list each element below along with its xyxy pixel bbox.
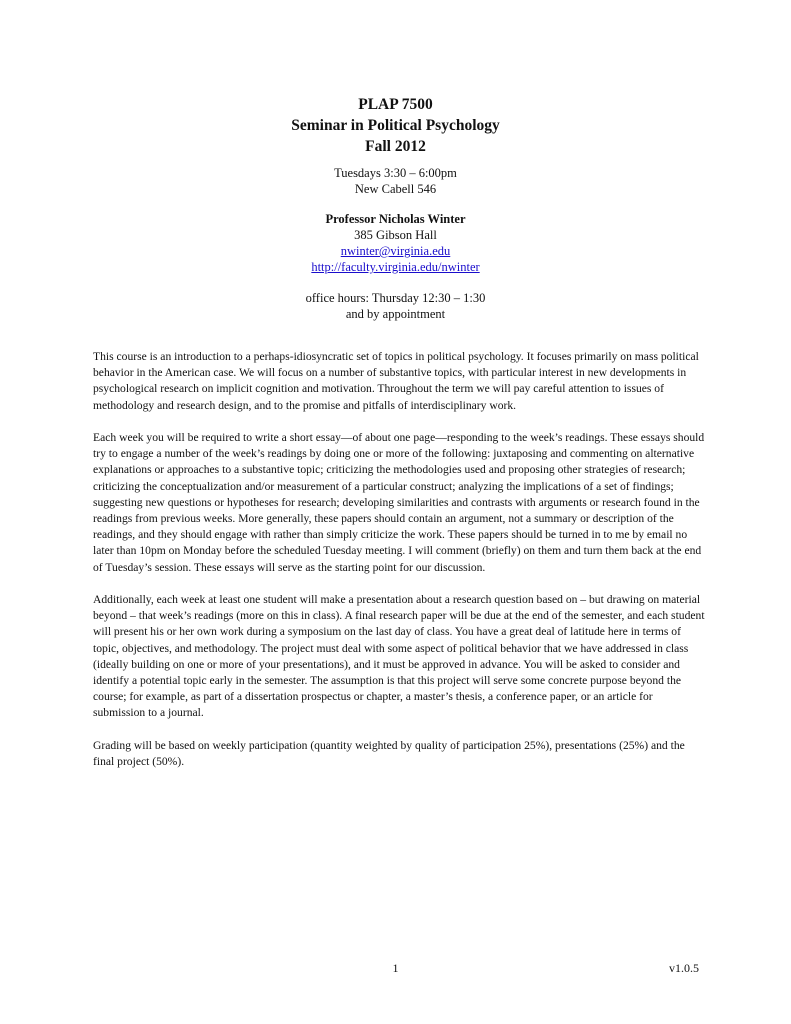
office-hours-line-1: office hours: Thursday 12:30 – 1:30 xyxy=(305,291,486,305)
course-code: PLAP 7500 xyxy=(358,96,433,113)
professor-office: 385 Gibson Hall xyxy=(354,228,437,242)
office-hours-block xyxy=(0,290,791,322)
class-time: Tuesdays 3:30 – 6:00pm xyxy=(334,166,457,180)
page-number: 1 xyxy=(392,961,399,975)
paragraph-grading: Grading will be based on weekly participation (quantity weighted by quality of participation 25%), presentations (25%) and the final project (50%). xyxy=(93,738,685,769)
document-header xyxy=(0,94,791,157)
office-hours-line-2: and by appointment xyxy=(345,307,446,321)
syllabus-body xyxy=(93,349,705,786)
class-location: New Cabell 546 xyxy=(354,182,437,196)
document-version: v1.0.5 xyxy=(669,961,699,975)
course-term: Fall 2012 xyxy=(365,138,426,155)
professor-email-link[interactable]: nwinter@virginia.edu xyxy=(340,244,451,258)
schedule-block xyxy=(0,165,791,197)
professor-name: Professor Nicholas Winter xyxy=(325,212,466,226)
paragraph-weekly-essays: Each week you will be required to write a short essay—of about one page—responding to the week’s readings. These essays should try to engage a number of the week’s readings by doing one or more of the following: juxtaposing and commenting on alternative explanations or approaches to a substantive topic; criticizing the methodologies used and proposing other strategies of research; criticizing the conceptualization and/or measurement of a particular construct; analyzing the implications of a set of findings; suggesting new questions or hypotheses for research; developing similarities and contrasts with arguments or research found in the readings from previous weeks. More generally, these papers should contain an argument, not a summary or description of the readings, and they should engage with rather than simply criticize the work. These papers should be turned in to me by email no later than 10pm on Monday before the scheduled Tuesday meeting. I will comment (briefly) on them and turn them back at the end of Tuesday’s session. These essays will serve as the starting point for our discussion. xyxy=(93,431,705,574)
professor-website-link[interactable]: http://faculty.virginia.edu/nwinter xyxy=(311,260,480,274)
course-title: Seminar in Political Psychology xyxy=(291,117,500,134)
paragraph-introduction: This course is an introduction to a perhaps-idiosyncratic set of topics in political psychology. It focuses primarily on mass political behavior in the American case. We will focus on a number of substantive topics, with particular interest in new developments in psychological research on implicit cognition and motivation. Throughout the term we will pay careful attention to issues of methodology and research design, and to the promise and pitfalls of interdisciplinary work. xyxy=(93,350,699,412)
paragraph-presentations-project: Additionally, each week at least one student will make a presentation about a research question based on – but drawing on material beyond – that week’s readings (more on this in class). A final research paper will be due at the end of the semester, and each student will present his or her own work during a symposium on the last day of class. You have a great deal of latitude here in terms of topic, objectives, and methodology. The project must deal with some aspect of political behavior that we have addressed in class (ideally building on one or more of your presentations), and it must be approved in advance. You will be asked to consider and identify a potential topic early in the semester. The assumption is that this project will serve some concrete purpose beyond the course; for example, as part of a dissertation prospectus or chapter, a master’s thesis, a conference paper, or an article for submission to a journal. xyxy=(93,593,705,720)
professor-block xyxy=(0,211,791,275)
